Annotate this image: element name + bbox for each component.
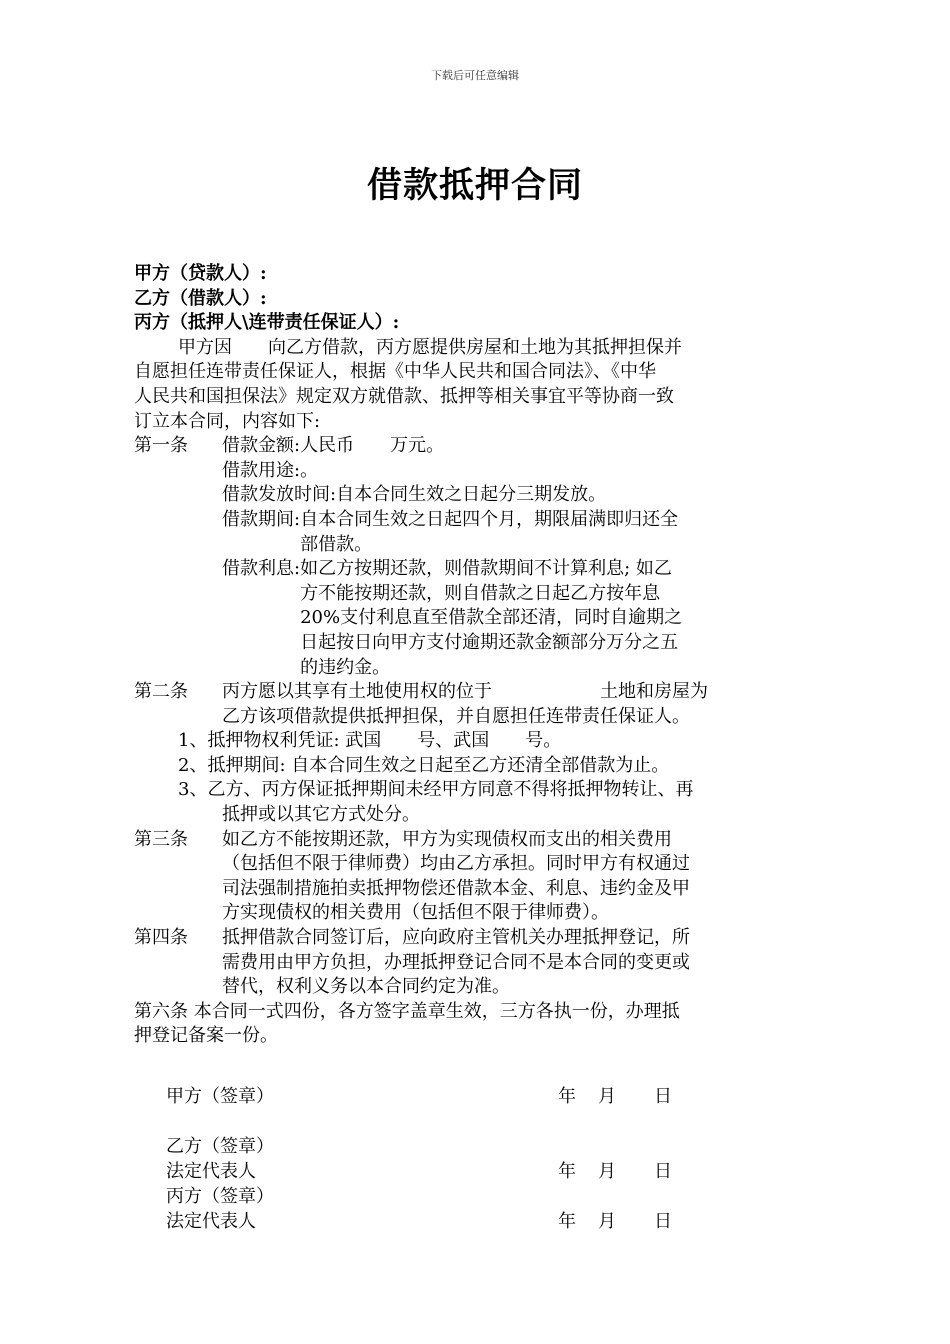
day-label: 日 bbox=[654, 1086, 672, 1107]
month-label: 月 bbox=[598, 1086, 616, 1107]
preamble-line: 甲方因 向乙方借款，丙方愿提供房屋和土地为其抵押担保并 bbox=[178, 336, 682, 358]
month-label: 月 bbox=[598, 1161, 616, 1182]
field-disbursement-time bbox=[134, 483, 820, 508]
party-b-rep: 法定代表人 bbox=[166, 1161, 256, 1182]
party-b: 乙方（借款人）: bbox=[134, 287, 267, 309]
party-b-seal: 乙方（签章） bbox=[166, 1136, 274, 1157]
year-label: 年 bbox=[558, 1211, 576, 1232]
field-value: 。 bbox=[300, 459, 319, 481]
article-2-item-cont: 抵押或以其它方式处分。 bbox=[222, 804, 420, 826]
article-label: 第四条 bbox=[134, 927, 188, 949]
article-1 bbox=[134, 434, 820, 459]
field-value: 人民币 万元。 bbox=[300, 435, 445, 457]
article-4 bbox=[134, 926, 820, 1000]
year-label: 年 bbox=[558, 1161, 576, 1182]
article-6-text: 押登记备案一份。 bbox=[134, 1025, 278, 1047]
day-label: 日 bbox=[654, 1161, 672, 1182]
day-label: 日 bbox=[654, 1211, 672, 1232]
article-2-item: 1、抵押物权利凭证: 武国 号、武国 号。 bbox=[178, 730, 562, 752]
article-6-text: 第六条 本合同一式四份，各方签字盖章生效，三方各执一份，办理抵 bbox=[134, 1000, 680, 1022]
article-text: （包括但不限于律师费）均由乙方承担。同时甲方有权通过 bbox=[222, 853, 690, 875]
article-text: 乙方该项借款提供抵押担保，并自愿担任连带责任保证人。 bbox=[222, 705, 690, 727]
header-note: 下载后可任意编辑 bbox=[431, 69, 519, 82]
preamble-line: 自愿担任连带责任保证人，根据《中华人民共和国合同法》、《中华 bbox=[134, 361, 656, 383]
field-loan-purpose bbox=[134, 459, 820, 484]
date-c bbox=[558, 1207, 672, 1233]
field-value: 日起按日向甲方支付逾期还款金额部分万分之五 bbox=[300, 631, 679, 653]
field-label: 借款发放时间: bbox=[222, 484, 337, 506]
article-text: 司法强制措施拍卖抵押物偿还借款本金、利息、违约金及甲 bbox=[222, 877, 690, 899]
field-value: 如乙方按期还款，则借款期间不计算利息; 如乙 bbox=[300, 558, 672, 580]
signature-row-c bbox=[166, 1207, 726, 1231]
field-label: 借款金额: bbox=[222, 435, 301, 457]
document-title: 借款抵押合同 bbox=[366, 165, 583, 206]
field-loan-amount bbox=[222, 434, 820, 459]
article-2 bbox=[134, 680, 820, 729]
party-c-seal: 丙方（签章） bbox=[166, 1186, 274, 1207]
contract-body bbox=[134, 262, 820, 1049]
month-label: 月 bbox=[598, 1211, 616, 1232]
signature-row-b bbox=[166, 1157, 726, 1181]
party-c-rep: 法定代表人 bbox=[166, 1211, 256, 1232]
party-a: 甲方（贷款人）: bbox=[134, 263, 267, 284]
year-label: 年 bbox=[558, 1086, 576, 1107]
article-text: 如乙方不能按期还款，甲方为实现债权而支出的相关费用 bbox=[222, 828, 672, 850]
article-2-item: 3、乙方、丙方保证抵押期间未经甲方同意不得将抵押物转让、再 bbox=[178, 779, 694, 801]
article-text: 替代，权利义务以本合同约定为准。 bbox=[222, 976, 510, 998]
article-label: 第三条 bbox=[134, 828, 188, 850]
field-loan-interest bbox=[134, 557, 820, 680]
field-label: 借款期间: bbox=[222, 508, 301, 530]
article-text: 方实现债权的相关费用（包括但不限于律师费）。 bbox=[222, 902, 609, 924]
preamble-line: 订立本合同，内容如下: bbox=[134, 410, 321, 432]
field-value: 自本合同生效之日起分三期发放。 bbox=[336, 484, 607, 506]
date-a bbox=[558, 1082, 672, 1108]
article-text: 抵押借款合同签订后，应向政府主管机关办理抵押登记，所 bbox=[222, 927, 690, 949]
preamble-line: 人民共和国担保法》规定双方就借款、抵押等相关事宜平等协商一致 bbox=[134, 385, 674, 407]
field-label: 借款用途: bbox=[222, 459, 301, 481]
field-value: 方不能按期还款，则自借款之日起乙方按年息 bbox=[300, 582, 661, 604]
signature-row-c-label bbox=[166, 1182, 726, 1206]
article-2-item: 2、抵押期间: 自本合同生效之日起至乙方还清全部借款为止。 bbox=[178, 754, 670, 776]
signature-row-a bbox=[166, 1082, 726, 1106]
article-label: 第一条 bbox=[134, 435, 188, 457]
party-a-seal: 甲方（签章） bbox=[166, 1086, 274, 1107]
article-label: 第二条 bbox=[134, 681, 188, 703]
article-text: 需费用由甲方负担，办理抵押登记合同不是本合同的变更或 bbox=[222, 951, 690, 973]
signature-row-b-label bbox=[166, 1132, 726, 1156]
article-3 bbox=[134, 828, 820, 926]
field-loan-period bbox=[134, 508, 820, 557]
field-value: 20%支付利息直至借款全部还清，同时自逾期之 bbox=[300, 607, 683, 629]
field-value: 部借款。 bbox=[300, 533, 373, 555]
party-c: 丙方（抵押人\连带责任保证人）: bbox=[134, 312, 400, 334]
field-value: 自本合同生效之日起四个月，期限届满即归还全 bbox=[300, 508, 679, 530]
field-label: 借款利息: bbox=[222, 558, 301, 580]
field-value: 的违约金。 bbox=[300, 656, 391, 678]
article-text: 丙方愿以其享有土地使用权的位于 土地和房屋为 bbox=[222, 681, 708, 703]
date-b bbox=[558, 1157, 672, 1183]
